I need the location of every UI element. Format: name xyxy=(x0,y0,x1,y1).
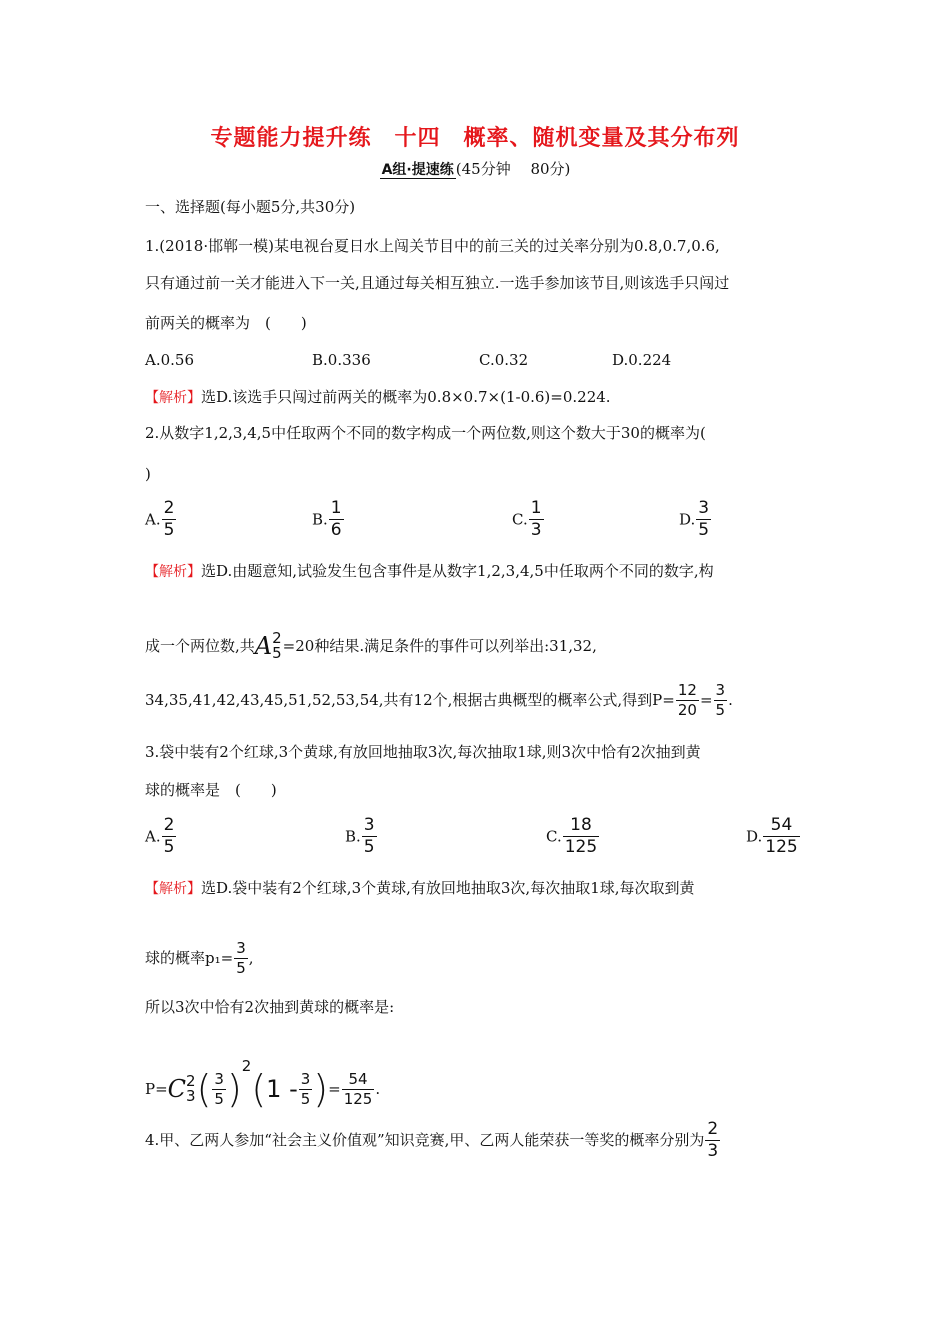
q1-line2: 只有通过前一关才能进入下一关,且通过每关相互独立.一选手参加该节目,则该选手只闯过 xyxy=(145,274,730,292)
perm-symbol: A xyxy=(254,632,273,660)
fraction: $\frac{18}{125}$ xyxy=(564,815,598,857)
q3-option-c: C. $\frac{18}{125}$ xyxy=(546,815,598,857)
fraction: $\frac{3}{5}$ xyxy=(363,815,375,857)
fraction: $\frac{3}{5}$ xyxy=(236,938,246,977)
fraction: $\frac{1}{3}$ xyxy=(530,498,542,540)
q2-analysis-line2: 成一个两位数,共A 2 5 =20种结果.满足条件的事件可以列举出:31,32, xyxy=(145,629,597,662)
fraction: $\frac{1}{6}$ xyxy=(330,498,342,540)
fraction: $\frac{2}{5}$ xyxy=(163,498,175,540)
q2-option-d: D. $\frac{3}{5}$ xyxy=(679,498,710,540)
combination-symbol: C xyxy=(167,1075,187,1103)
q3-option-a: A. $\frac{2}{5}$ xyxy=(145,815,175,857)
q1-line3: 前两关的概率为 ( ) xyxy=(145,314,307,332)
q4-line1: 4.甲、乙两人参加“社会主义价值观”知识竞赛,甲、乙两人能荣获一等奖的概率分别为 $\frac{2}{3}$ xyxy=(145,1118,719,1161)
combination-indices: 2 3 xyxy=(186,1072,196,1105)
q3-analysis-line2: 球的概率p₁= $\frac{3}{5}$ , xyxy=(145,938,254,977)
q3-option-d: D. $\frac{54}{125}$ xyxy=(746,815,798,857)
fraction: $\frac{3}{5}$ xyxy=(214,1069,224,1108)
q2-line2: ) xyxy=(145,465,151,483)
analysis-label: 【解析】 xyxy=(145,881,201,897)
section-heading: 一、选择题(每小题5分,共30分) xyxy=(145,198,356,216)
q2-option-b: B. $\frac{1}{6}$ xyxy=(312,498,342,540)
q2-analysis-line3: 34,35,41,42,43,45,51,52,53,54,共有12个,根据古典概型的概率公式,得到P= $\frac{12}{20}$ = $\frac{3}{5}$ . xyxy=(145,680,733,719)
q3-option-b: B. $\frac{3}{5}$ xyxy=(345,815,375,857)
q1-option-d: D.0.224 xyxy=(612,351,672,369)
q1-analysis-text: 选D.该选手只闯过前两关的概率为0.8×0.7×(1-0.6)=0.224. xyxy=(201,388,611,406)
fraction: $\frac{2}{3}$ xyxy=(707,1118,719,1161)
q1-option-c: C.0.32 xyxy=(479,351,529,369)
q3-line1: 3.袋中装有2个红球,3个黄球,有放回地抽取3次,每次抽取1球,则3次中恰有2次抽到黄 xyxy=(145,743,701,761)
q2-option-a: A. $\frac{2}{5}$ xyxy=(145,498,175,540)
q1-option-a: A.0.56 xyxy=(145,351,194,369)
perm-indices: 2 5 xyxy=(272,629,282,662)
page-title: 专题能力提升练 十四 概率、随机变量及其分布列 xyxy=(210,126,740,151)
group-tag: A组·提速练 xyxy=(381,162,454,178)
analysis-label: 【解析】 xyxy=(145,390,201,406)
q1-line1: 1.(2018·邯郸一模)某电视台夏日水上闯关节目中的前三关的过关率分别为0.8,0.7,0.6, xyxy=(145,237,720,255)
q2-line1: 2.从数字1,2,3,4,5中任取两个不同的数字构成一个两位数,则这个数大于30的概率为( xyxy=(145,424,706,442)
fraction: $\frac{12}{20}$ xyxy=(677,680,697,719)
analysis-label: 【解析】 xyxy=(145,564,201,580)
q3-analysis-line1: 【解析】选D.袋中装有2个红球,3个黄球,有放回地抽取3次,每次抽取1球,每次取到黄 xyxy=(145,879,695,897)
q1-analysis xyxy=(145,387,611,408)
subtitle xyxy=(0,158,950,179)
q2-option-c: C. $\frac{1}{3}$ xyxy=(512,498,542,540)
fraction: $\frac{54}{125}$ xyxy=(765,815,798,857)
q3-line2: 球的概率是 ( ) xyxy=(145,781,277,799)
fraction: $\frac{3}{5}$ xyxy=(300,1069,311,1108)
fraction: $\frac{3}{5}$ xyxy=(715,680,726,719)
q3-formula: P=C 2 3 ( $\frac{3}{5}$ )2(1 - $\frac{3}{5}$ )= $\frac{54}{125}$ . xyxy=(145,1057,381,1111)
fraction: $\frac{2}{5}$ xyxy=(163,815,175,857)
fraction: $\frac{54}{125}$ xyxy=(343,1069,373,1108)
time-score: (45分钟 80分) xyxy=(455,160,571,178)
q3-analysis-line3: 所以3次中恰有2次抽到黄球的概率是: xyxy=(145,998,395,1016)
fraction: $\frac{3}{5}$ xyxy=(698,498,710,540)
q1-option-b: B.0.336 xyxy=(312,351,371,369)
q2-analysis-line1: 【解析】选D.由题意知,试验发生包含事件是从数字1,2,3,4,5中任取两个不同的数字,构 xyxy=(145,562,714,580)
